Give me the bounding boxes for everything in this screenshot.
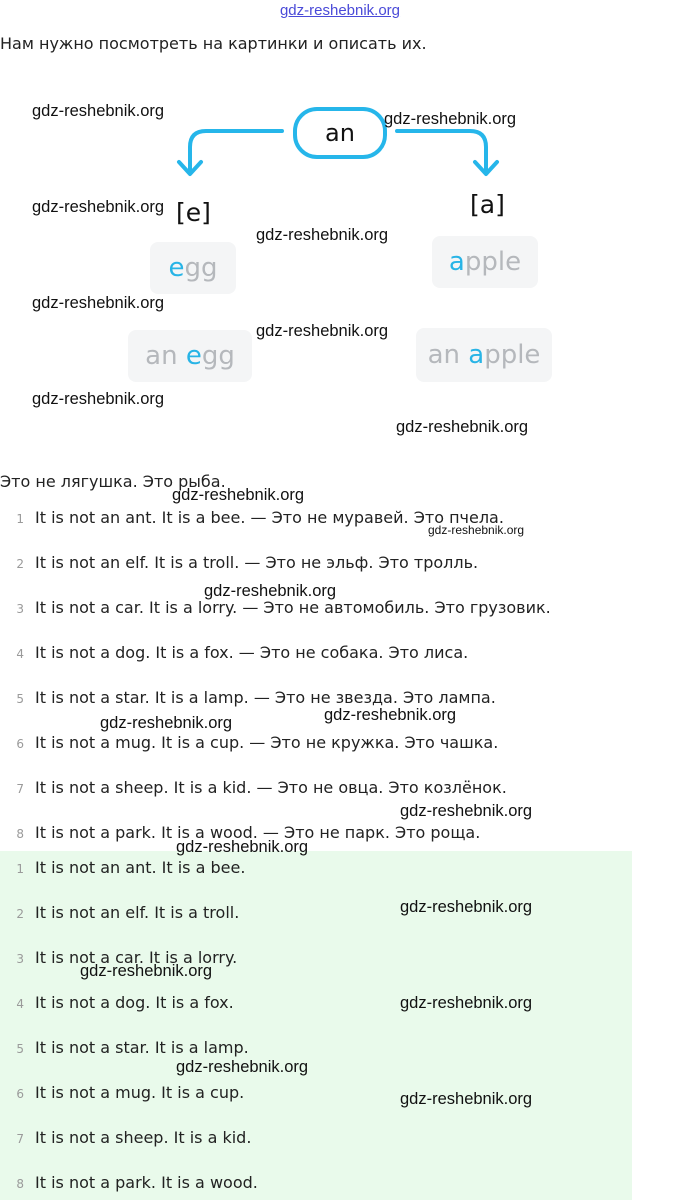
phrase-article: an (145, 341, 186, 371)
watermark: gdz-reshebnik.org (100, 714, 233, 732)
answer-row (0, 858, 245, 884)
watermark: gdz-reshebnik.org (172, 486, 305, 504)
row-number: 8 (16, 1177, 24, 1191)
watermark: gdz-reshebnik.org (384, 110, 517, 128)
answer-row (0, 1173, 258, 1199)
row-number: 1 (16, 862, 24, 876)
phrase-article: an (427, 340, 469, 370)
watermark: gdz-reshebnik.org (204, 582, 337, 600)
translation-row (0, 733, 498, 759)
row-number: 7 (16, 1132, 24, 1146)
watermark: gdz-reshebnik.org (400, 898, 533, 916)
site-header-link[interactable]: gdz-reshebnik.org (279, 2, 401, 19)
row-number: 4 (16, 647, 24, 661)
watermark: gdz-reshebnik.org (428, 523, 525, 537)
row-text: It is not a sheep. It is a kid. — Это не овца. Это козлёнок. (35, 778, 507, 797)
row-text: It is not an ant. It is a bee. — Это не муравей. Это пчела. (35, 508, 504, 527)
watermark: gdz-reshebnik.org (176, 838, 309, 856)
row-text: It is not a car. It is a lorry. (35, 948, 238, 967)
translation-row (0, 643, 468, 669)
row-text: It is not a star. It is a lamp. (35, 1038, 249, 1057)
section-note: Это не лягушка. Это рыба. (0, 472, 226, 491)
watermark: gdz-reshebnik.org (400, 1090, 533, 1108)
row-number: 8 (16, 827, 24, 841)
article-an-pill: an (293, 107, 387, 159)
watermark: gdz-reshebnik.org (324, 706, 457, 724)
vowel-letter: a (448, 247, 465, 277)
vowel-letter: e (168, 253, 185, 283)
row-number: 1 (16, 512, 24, 526)
phrase-card-an-egg (128, 330, 252, 382)
watermark: gdz-reshebnik.org (80, 962, 213, 980)
translation-row (0, 598, 551, 624)
left-arrow-icon (190, 131, 282, 172)
row-number: 6 (16, 1087, 24, 1101)
watermark: gdz-reshebnik.org (256, 322, 389, 340)
watermark: gdz-reshebnik.org (400, 994, 533, 1012)
row-number: 5 (16, 1042, 24, 1056)
watermark: gdz-reshebnik.org (400, 802, 533, 820)
row-text: It is not a park. It is a wood. (35, 1173, 258, 1192)
translation-row (0, 778, 507, 804)
row-number: 7 (16, 782, 24, 796)
word-card-apple (432, 236, 538, 288)
vowel-letter: a (468, 340, 485, 370)
phrase-card-an-apple (416, 328, 552, 382)
watermark: gdz-reshebnik.org (32, 198, 165, 216)
watermark: gdz-reshebnik.org (32, 294, 165, 312)
translation-row (0, 553, 478, 579)
row-text: It is not a star. It is a lamp. — Это не звезда. Это лампа. (35, 688, 496, 707)
row-text: It is not a mug. It is a cup. (35, 1083, 245, 1102)
answer-row (0, 1128, 251, 1154)
row-number: 5 (16, 692, 24, 706)
row-text: It is not a park. It is a wood. — Это не парк. Это роща. (35, 823, 481, 842)
word-rest: gg (184, 253, 218, 283)
row-text: It is not an elf. It is a troll. (35, 903, 240, 922)
row-text: It is not a car. It is a lorry. — Это не автомобиль. Это грузовик. (35, 598, 551, 617)
row-number: 3 (16, 952, 24, 966)
phrase-rest: gg (201, 341, 235, 371)
row-number: 2 (16, 557, 24, 571)
row-number: 6 (16, 737, 24, 751)
row-text: It is not a dog. It is a fox. (35, 993, 234, 1012)
row-number: 3 (16, 602, 24, 616)
row-number: 2 (16, 907, 24, 921)
word-rest: pple (464, 247, 522, 277)
vowel-letter: e (185, 341, 202, 371)
row-text: It is not an elf. It is a troll. — Это не эльф. Это тролль. (35, 553, 479, 572)
answer-row (0, 993, 234, 1019)
row-text: It is not an ant. It is a bee. (35, 858, 246, 877)
watermark: gdz-reshebnik.org (176, 1058, 309, 1076)
phrase-rest: pple (484, 340, 541, 370)
watermark: gdz-reshebnik.org (396, 418, 529, 436)
row-text: It is not a dog. It is a fox. — Это не собака. Это лиса. (35, 643, 469, 662)
right-arrow-icon (397, 131, 486, 172)
phoneme-a: [a] (470, 190, 505, 219)
word-card-egg (150, 242, 236, 294)
intro-text: Нам нужно посмотреть на картинки и описать их. (0, 34, 427, 53)
answer-row (0, 903, 239, 929)
phoneme-e: [e] (176, 198, 211, 227)
row-text: It is not a sheep. It is a kid. (35, 1128, 252, 1147)
row-text: It is not a mug. It is a cup. — Это не кружка. Это чашка. (35, 733, 499, 752)
row-number: 4 (16, 997, 24, 1011)
answer-row (0, 1083, 244, 1109)
watermark: gdz-reshebnik.org (32, 390, 165, 408)
watermark: gdz-reshebnik.org (256, 226, 389, 244)
watermark: gdz-reshebnik.org (32, 102, 165, 120)
